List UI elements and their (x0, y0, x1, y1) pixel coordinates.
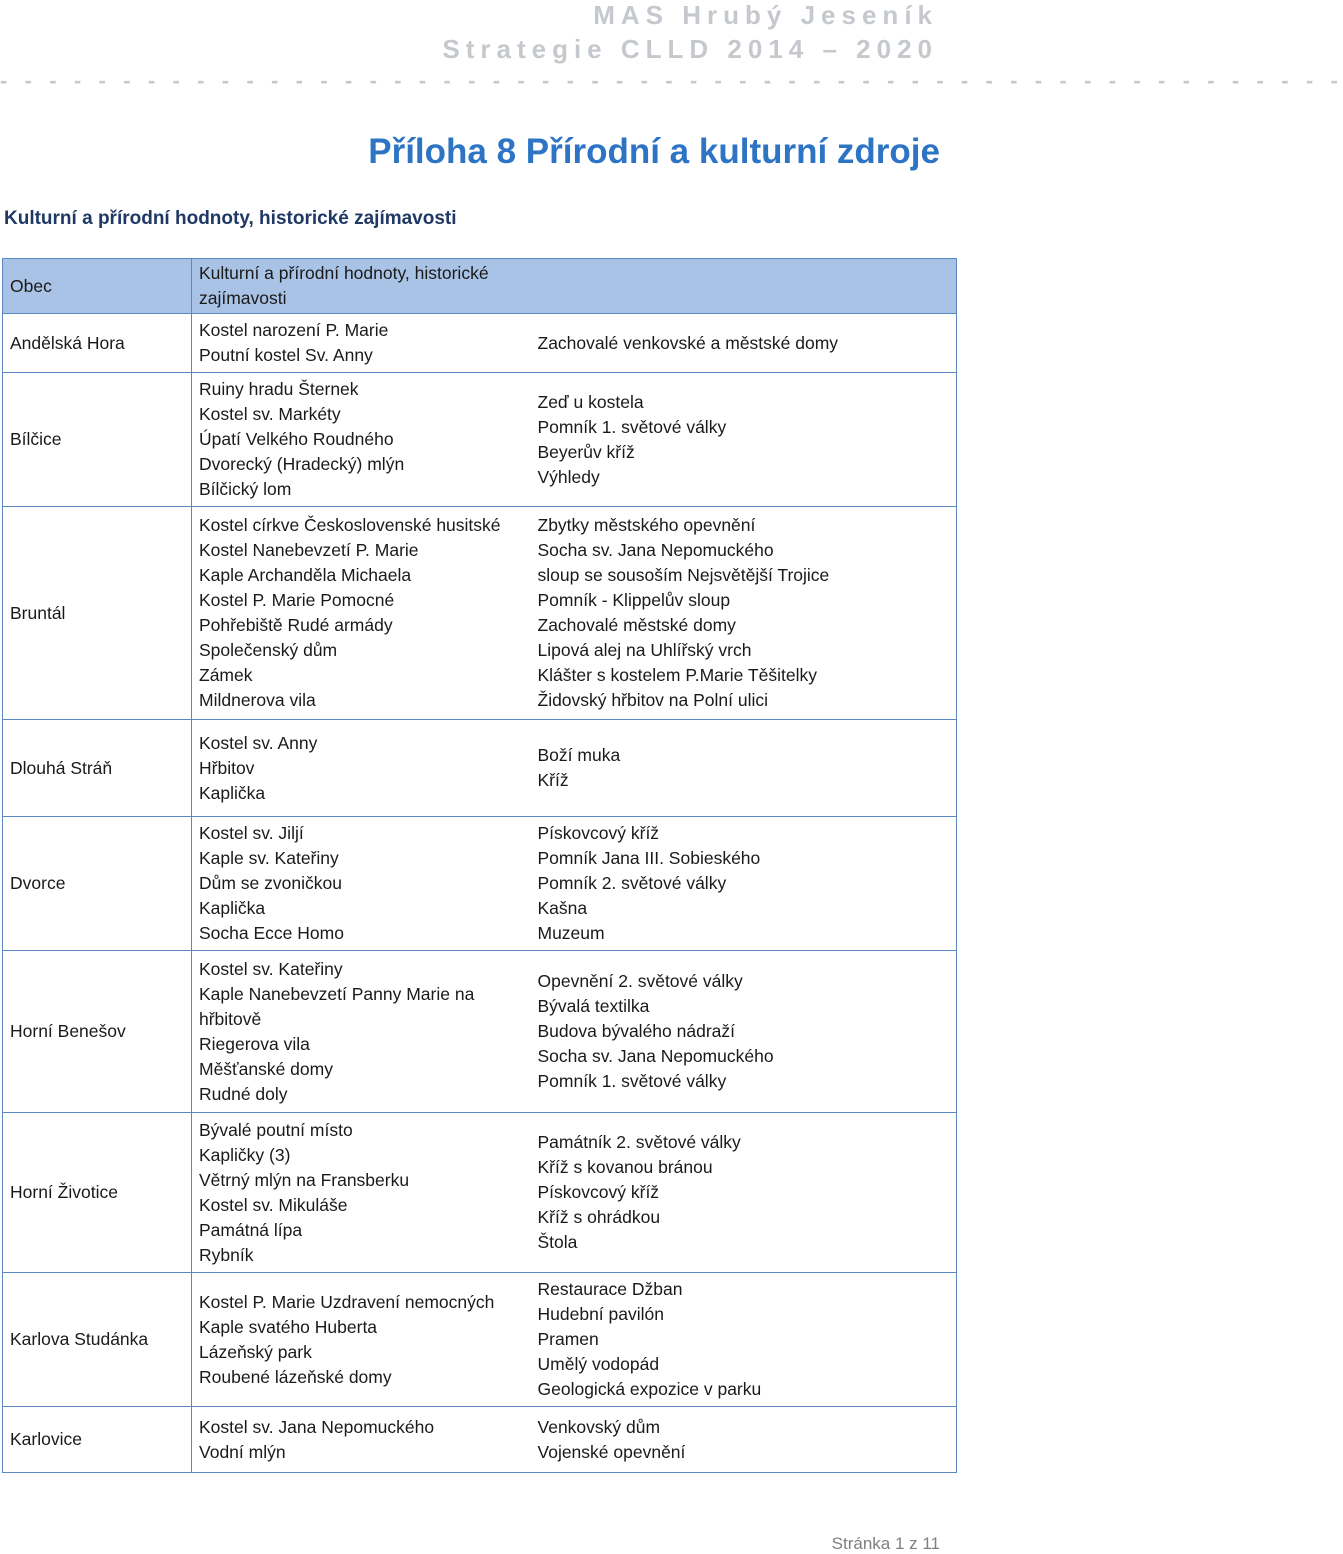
list-item: Lipová alej na Uhlířský vrch (537, 640, 752, 660)
table-row (3, 1273, 957, 1407)
list-item: Restaurace Džban (537, 1279, 683, 1299)
municipality-cell: Bílčice (3, 373, 192, 507)
list-item: Pískovcový kříž (537, 823, 660, 843)
list-item: Kostel narození P. Marie (199, 320, 389, 340)
values-cell-primary (192, 951, 531, 1113)
list-item: Ruiny hradu Šternek (199, 379, 359, 399)
list-item: Větrný mlýn na Fransberku (199, 1169, 410, 1190)
values-cell-secondary (531, 817, 957, 951)
header-values: Kulturní a přírodní hodnoty, historické zajímavosti (192, 259, 531, 314)
list-item: Kostel P. Marie Uzdravení nemocných (199, 1291, 495, 1312)
list-item: Dům se zvoničkou (199, 873, 342, 893)
list-item: Umělý vodopád (537, 1354, 660, 1374)
values-cell-primary (192, 314, 531, 373)
list-item: Kaple Nanebevzetí Panny Marie na (199, 983, 475, 1004)
list-item: Bývalá textilka (537, 996, 650, 1016)
values-cell-primary (192, 507, 531, 720)
list-item: Zachovalé městské domy (537, 615, 736, 635)
header-divider: - - - - - - - - - - - - - - - - - - - - - - - - - - - - - - - - - - - - - - - - - - - - - - - - - - - - - - - (0, 68, 1343, 93)
list-item: Kaple Archanděla Michaela (199, 565, 412, 585)
header-empty (531, 259, 957, 314)
municipality-cell: Karlovice (3, 1407, 192, 1473)
list-item: Hudební pavilón (537, 1304, 664, 1324)
municipality-cell: Karlova Studánka (3, 1273, 192, 1407)
list-item: Zámek (199, 665, 253, 685)
list-item: Pohřebiště Rudé armády (199, 615, 393, 635)
list-item: Kostel sv. Jana Nepomuckého (199, 1416, 435, 1437)
list-item: Vojenské opevnění (537, 1441, 686, 1462)
list-item: Kostel sv. Markéty (199, 404, 341, 424)
values-cell-primary (192, 1407, 531, 1473)
list-item: Vodní mlýn (199, 1441, 286, 1462)
values-cell-primary (192, 720, 531, 817)
list-item: Kaple svatého Huberta (199, 1316, 378, 1337)
list-item: Kostel sv. Mikuláše (199, 1194, 348, 1215)
list-item: Zbytky městského opevnění (537, 515, 756, 535)
list-item: Židovský hřbitov na Polní ulici (537, 690, 769, 710)
list-item: Kostel sv. Anny (199, 732, 318, 753)
list-item: Socha Ecce Homo (199, 923, 344, 943)
list-item: Kříž (537, 770, 569, 790)
list-item: Kapličky (3) (199, 1144, 291, 1165)
list-item: Zachovalé venkovské a městské domy (537, 332, 839, 353)
list-item: Štola (537, 1232, 578, 1252)
table-row (3, 373, 957, 507)
list-item: Kaplička (199, 898, 266, 918)
resources-table (2, 258, 957, 1473)
table-row (3, 951, 957, 1113)
list-item: Kříž s ohrádkou (537, 1207, 661, 1227)
values-cell-secondary (531, 1407, 957, 1473)
list-item: Lázeňský park (199, 1341, 312, 1362)
list-item: Pomník 1. světové války (537, 416, 727, 437)
values-cell-primary (192, 817, 531, 951)
table-row (3, 817, 957, 951)
list-item: Kostel P. Marie Pomocné (199, 590, 395, 610)
list-item: Pramen (537, 1329, 599, 1349)
values-cell-secondary (531, 1113, 957, 1273)
list-item: Roubené lázeňské domy (199, 1366, 392, 1387)
list-item: Muzeum (537, 923, 605, 943)
list-item: Poutní kostel Sv. Anny (199, 345, 373, 365)
list-item: hřbitově (199, 1008, 262, 1029)
values-cell-primary (192, 373, 531, 507)
list-item: Opevnění 2. světové války (537, 971, 743, 991)
municipality-cell: Horní Benešov (3, 951, 192, 1113)
list-item: Památník 2. světové války (537, 1132, 741, 1152)
list-item: Budova bývalého nádraží (537, 1021, 735, 1041)
list-item: Výhledy (537, 466, 600, 487)
list-item: Pomník 2. světové války (537, 873, 727, 893)
list-item: Kostel církve Československé husitské (199, 515, 501, 535)
strategy-header: Strategie CLLD 2014 – 2020 (442, 34, 938, 64)
list-item: Kašna (537, 898, 588, 918)
municipality-cell: Horní Životice (3, 1113, 192, 1273)
list-item: Bílčický lom (199, 479, 292, 499)
list-item: Kostel sv. Kateřiny (199, 958, 343, 979)
list-item: Venkovský dům (537, 1416, 661, 1437)
organization-header: MAS Hrubý Jeseník (593, 0, 938, 30)
values-cell-secondary (531, 507, 957, 720)
table-row (3, 507, 957, 720)
values-cell-primary (192, 1113, 531, 1273)
municipality-cell: Dlouhá Stráň (3, 720, 192, 817)
list-item: Beyerův kříž (537, 441, 635, 462)
section-subtitle: Kulturní a přírodní hodnoty, historické zajímavosti (4, 208, 457, 229)
values-cell-secondary (531, 951, 957, 1113)
list-item: Klášter s kostelem P.Marie Těšitelky (537, 665, 817, 685)
list-item: Mildnerova vila (199, 690, 316, 710)
list-item: Pomník 1. světové války (537, 1071, 727, 1091)
table-row (3, 720, 957, 817)
values-cell-primary (192, 1273, 531, 1407)
list-item: Bývalé poutní místo (199, 1119, 353, 1140)
list-item: Boží muka (537, 745, 621, 765)
list-item: Rybník (199, 1244, 254, 1265)
list-item: Kostel Nanebevzetí P. Marie (199, 540, 419, 560)
table-body (3, 314, 957, 1473)
list-item: Úpatí Velkého Roudného (199, 429, 394, 449)
table-row (3, 1407, 957, 1473)
list-item: Památná lípa (199, 1219, 303, 1240)
list-item: Pískovcový kříž (537, 1182, 660, 1202)
header-obec: Obec (3, 259, 192, 314)
list-item: Rudné doly (199, 1083, 288, 1104)
list-item: Hřbitov (199, 757, 255, 778)
list-item: Socha sv. Jana Nepomuckého (537, 1046, 774, 1066)
list-item: Riegerova vila (199, 1033, 310, 1054)
list-item: Kostel sv. Jiljí (199, 823, 304, 843)
municipality-cell: Dvorce (3, 817, 192, 951)
list-item: Kaplička (199, 782, 266, 803)
list-item: Pomník Jana III. Sobieského (537, 848, 761, 868)
list-item: Kaple sv. Kateřiny (199, 848, 339, 868)
list-item: Společenský dům (199, 640, 338, 660)
table-row (3, 1113, 957, 1273)
values-cell-secondary (531, 314, 957, 373)
values-cell-secondary (531, 1273, 957, 1407)
municipality-cell: Bruntál (3, 507, 192, 720)
list-item: sloup se sousoším Nejsvětější Trojice (537, 565, 830, 585)
list-item: Zeď u kostela (537, 391, 644, 412)
page-title: Příloha 8 Přírodní a kulturní zdroje (368, 132, 940, 171)
table-row (3, 314, 957, 373)
municipality-cell: Andělská Hora (3, 314, 192, 373)
list-item: Kříž s kovanou bránou (537, 1157, 713, 1177)
values-cell-secondary (531, 373, 957, 507)
list-item: Socha sv. Jana Nepomuckého (537, 540, 774, 560)
table-header-row (3, 259, 957, 314)
list-item: Měšťanské domy (199, 1058, 333, 1079)
list-item: Pomník - Klippelův sloup (537, 590, 731, 610)
page-number: Stránka 1 z 11 (831, 1534, 940, 1553)
list-item: Dvorecký (Hradecký) mlýn (199, 454, 405, 474)
values-cell-secondary (531, 720, 957, 817)
list-item: Geologická expozice v parku (537, 1379, 762, 1399)
